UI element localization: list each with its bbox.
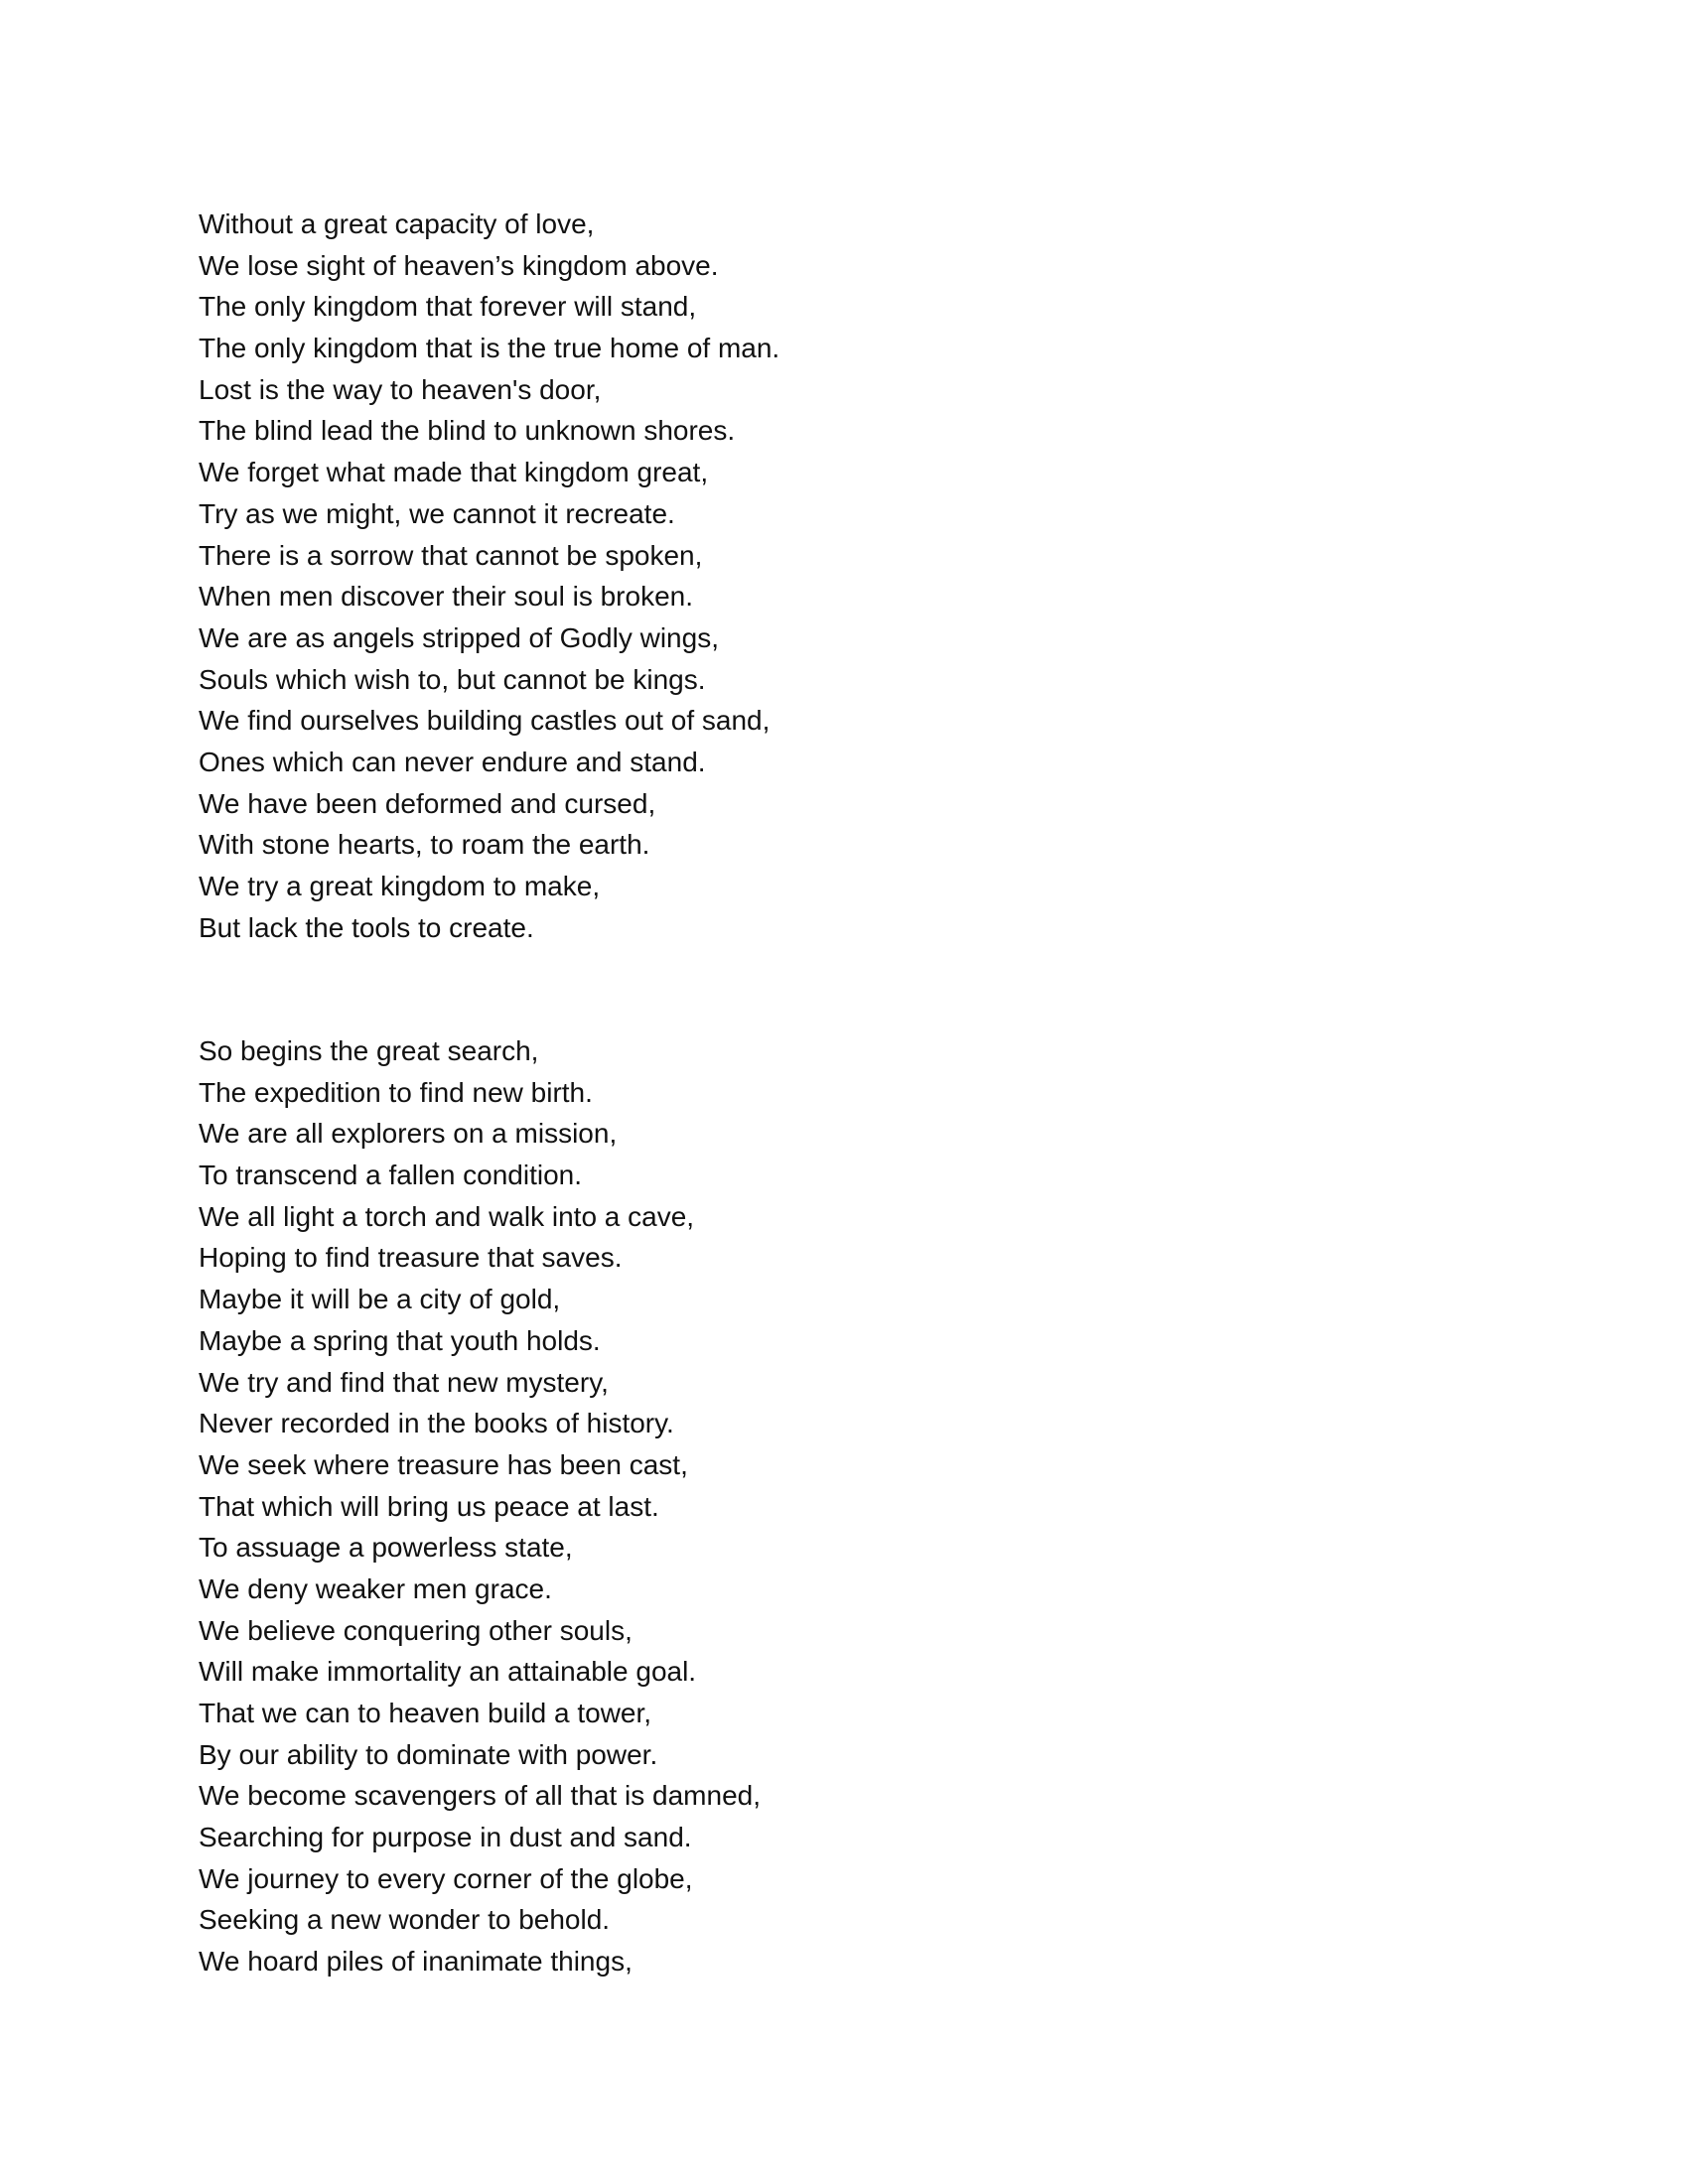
poem-line: The expedition to find new birth. [199,1076,593,1108]
poem-line: We are as angels stripped of Godly wings, [199,621,719,653]
stanza-2 [199,1030,761,1982]
poem-line: That which will bring us peace at last. [199,1490,659,1522]
poem-line: Try as we might, we cannot it recreate. [199,497,675,529]
poem-line: By our ability to dominate with power. [199,1738,658,1770]
poem-line: The only kingdom that forever will stand, [199,291,697,323]
poem-line: Souls which wish to, but cannot be kings. [199,663,706,695]
poem-line: There is a sorrow that cannot be spoken, [199,539,703,571]
poem-line: Seeking a new wonder to behold. [199,1904,611,1936]
poem-line: Maybe it will be a city of gold, [199,1284,561,1315]
poem-line: To transcend a fallen condition. [199,1160,583,1191]
poem-line: So begins the great search, [199,1035,539,1066]
poem-line: Hoping to find treasure that saves. [199,1242,623,1274]
poem-line: We have been deformed and cursed, [199,787,656,819]
poem-line: The only kingdom that is the true home of man. [199,333,780,364]
poem-line: We believe conquering other souls, [199,1614,633,1646]
poem-line: Ones which can never endure and stand. [199,746,706,777]
poem-line: Without a great capacity of love, [199,208,595,239]
poem-line: But lack the tools to create. [199,911,534,943]
poem-line: When men discover their soul is broken. [199,581,693,613]
poem-line: We become scavengers of all that is damned, [199,1780,762,1812]
poem-line: Lost is the way to heaven's door, [199,373,602,405]
stanza-1 [199,204,779,948]
poem-line: To assuage a powerless state, [199,1532,573,1564]
poem-line: We hoard piles of inanimate things, [199,1946,633,1978]
poem-line: We find ourselves building castles out of sand, [199,705,771,737]
poem-line: We journey to every corner of the globe, [199,1862,693,1894]
poem-line: We are all explorers on a mission, [199,1118,618,1150]
poem-line: Will make immortality an attainable goal. [199,1656,697,1688]
poem-line: We try a great kingdom to make, [199,871,601,901]
poem-line: Searching for purpose in dust and sand. [199,1822,692,1853]
poem-line: We deny weaker men grace. [199,1572,552,1604]
poem-line: We seek where treasure has been cast, [199,1448,688,1480]
poem-line: With stone hearts, to roam the earth. [199,829,650,861]
poem-line: We all light a torch and walk into a cave, [199,1200,695,1232]
poem-line: We try and find that new mystery, [199,1366,609,1398]
poem-line: That we can to heaven build a tower, [199,1698,652,1728]
poem-line: We forget what made that kingdom great, [199,457,709,488]
poem-line: We lose sight of heaven’s kingdom above. [199,249,719,281]
poem-line: Never recorded in the books of history. [199,1408,674,1439]
poem-line: Maybe a spring that youth holds. [199,1324,601,1356]
poem-line: The blind lead the blind to unknown shores. [199,415,736,447]
